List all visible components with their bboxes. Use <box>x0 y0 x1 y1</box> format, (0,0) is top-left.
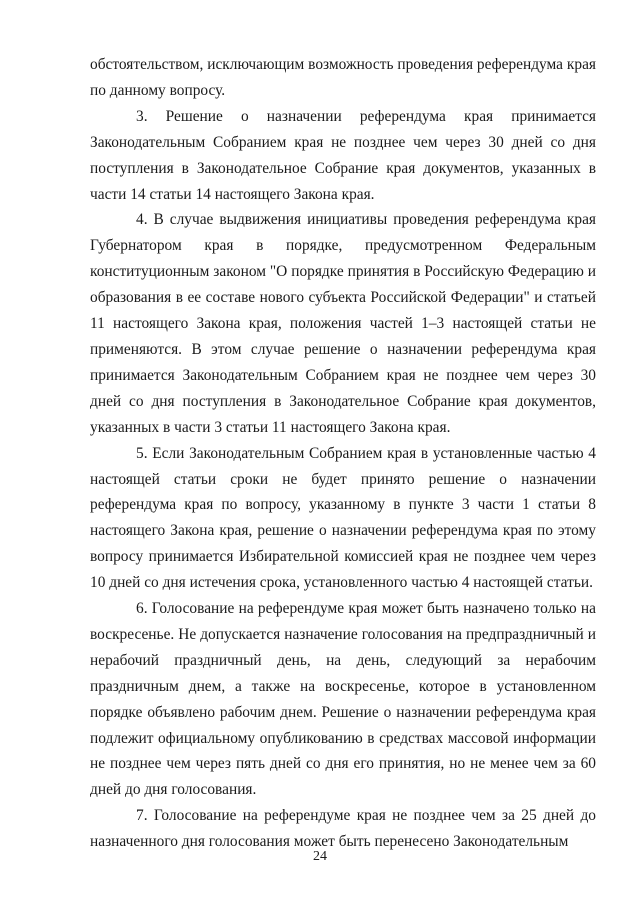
paragraph-6: 6. Голосование на референдуме края может быть назначено только на воскресенье. Не допускается назначение голосования на предпраздничный и нерабочий праздничный день, на день, следующий за нерабочим праздничным днем, а также на воскресенье, которое в установленном порядке объявлено рабочим днем. Решение о назначении референдума края подлежит официальному опубликованию в средствах массовой информации не позднее чем через пять дней со дня его принятия, но не менее чем за 60 дней до дня голосования. <box>90 600 596 799</box>
paragraph-4: 4. В случае выдвижения инициативы проведения референдума края Губернатором края в порядке, предусмотренном Федеральным конституционным законом "О порядке принятия в Российскую Федерацию и образования в ее составе нового субъекта Российской Федерации" и статьей 11 настоящего Закона края, положения частей 1–3 настоящей статьи не применяются. В этом случае решение о назначении референдума края принимается Законодательным Собранием края не позднее чем через 30 дней со дня поступления в Законодательное Собрание края документов, указанных в части 3 статьи 11 настоящего Закона края. <box>90 211 596 436</box>
paragraph-3: 3. Решение о назначении референдума края принимается Законодательным Собранием края не позднее чем через 30 дней со дня поступления в Законодательное Собрание края документов, указанных в части 14 статьи 14 настоящего Закона края. <box>90 107 596 203</box>
page-number: 24 <box>313 849 327 864</box>
paragraph-5: 5. Если Законодательным Собранием края в установленные частью 4 настоящей статьи сроки не будет принято решение о назначении референдума края по вопросу, указанному в пункте 3 части 1 статьи 8 настоящего Закона края, решение о назначении референдума края по этому вопросу принимается Избирательной комиссией края не позднее чем через 10 дней со дня истечения срока, установленного частью 4 настоящей статьи. <box>90 444 596 592</box>
paragraph-7: 7. Голосование на референдуме края не позднее чем за 25 дней до назначенного дня голосования может быть перенесено Законодательным <box>90 807 596 851</box>
paragraph-continuation: обстоятельством, исключающим возможность проведения референдума края по данному вопросу. <box>90 56 596 99</box>
document-body <box>90 52 596 855</box>
